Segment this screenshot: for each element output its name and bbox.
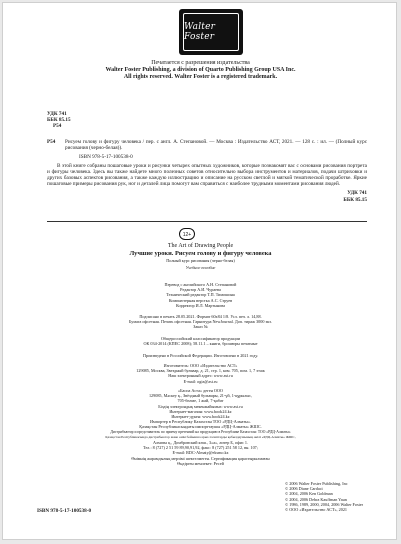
logo-text: Walter Foster: [183, 13, 239, 51]
certification-block: [43, 336, 358, 346]
credit-proofreader: Корректор И.Л. Мартынова: [175, 302, 226, 308]
kz-line-2: 129085, Мәскеу қ., Звёздный бульвары, 21-үй, 1-құрылыс,: [148, 393, 253, 399]
manufacturer-line-3: Наш электронный адрес: www.ast.ru: [168, 373, 233, 379]
print-info-block: [43, 314, 358, 330]
catalog-abstract: В этой книге собраны пошаговые уроки и рисунки четырех опытных художников, которые познакомят вас с основами рисования портрета и фигуры человека. Здесь вы также найдете много полезных советов относительно выбора инструментов и материалов, подачи штриховки и других базовых аспектов рисования, а также каждую иллюстрацию и описание на русском светлой и мягкой тематической проработке. Яркие пошаговые примеры рисования рук, ног и деталей лица помогут вам справиться с наиболее трудными моментами рисования людей.: [47, 162, 367, 188]
manufacturer-block: [43, 363, 358, 384]
credit-editor: Редактор А.И. Чураева: [180, 287, 221, 293]
catalog-isbn: ISBN 978-5-17-100538-0: [79, 154, 133, 161]
rights-line: All rights reserved. Walter Foster is a registered trademark.: [123, 74, 278, 80]
credit-translator: Перевод с английского А.Н. Степановой: [164, 282, 237, 287]
credits-block: [43, 282, 358, 308]
copyright-line-2: © 2006 Diane Cardaci: [285, 486, 323, 492]
original-title: The Art of Drawing People: [167, 243, 234, 249]
print-info-line-3: Заказ №: [193, 324, 208, 330]
kz-line-4: Біздің электрондық мекенжайымыз: www.ast.ru: [158, 403, 243, 409]
print-info-line-1: Подписано в печать 28.05.2021. Формат 60x84 1/8. Усл. печ. л. 14,88.: [139, 314, 262, 319]
kz-line-1: «Баспа Аста» деген ООО: [178, 388, 223, 393]
certification-line-2: ОК 034-2014 (КПЕС 2008); 58.11.1 – книги, брошюры печатные: [143, 341, 258, 347]
made-in-line: Произведено в Российской Федерации. Изготовлено в 2021 году.: [142, 353, 259, 358]
print-info-line-2: Бумага офсетная. Печать офсетная. Гарнитура NewJournal. Доп. тираж 3000 экз.: [128, 319, 272, 325]
kz-line-3: 705-бөлме, 1 жай, 7-қабат: [177, 398, 224, 404]
catalog-bbk: ББК 85.15: [343, 196, 367, 203]
permission-line: Печатается с разрешения издательства: [151, 60, 250, 66]
book-subtitle: Полный курс рисования (черно-белая): [166, 258, 235, 263]
divider-rule: [47, 221, 367, 222]
book-title: Лучшие уроки. Рисуем голову и фигуру человека: [129, 250, 272, 257]
class-codes-top: [47, 111, 87, 130]
catalog-codes-right: [47, 190, 367, 202]
kz-line-7: Импортер в Республику Казахстан ТОО «РДЦ-Алматы».: [150, 419, 251, 425]
kz-line-6: Интернет-дүкен: www.book24.kz: [171, 414, 230, 420]
catalog-code: Р54: [47, 139, 56, 145]
copyright-line-5: © 1986, 1989, 2000, 2004, 2006 Walter Foster: [285, 501, 364, 507]
manufacturer-line-4: E-mail: ogiz@ast.ru: [183, 378, 218, 384]
kz-line-10: Қазақстан Республикасында дистрибьютор және өнім бойынша арыз-талаптарды қабылдаушының өкілі «РДЦ-Алматы» ЖШС,: [105, 434, 296, 439]
walter-foster-logo: [179, 9, 243, 55]
author-code: Р54: [53, 123, 62, 130]
kz-line-11: Алматы қ., Домбровский көш., 3«а», литер Б, офис 1.: [152, 440, 249, 446]
certification-line-1: Общероссийский классификатор продукции: [160, 336, 241, 341]
copyright-line-4: © 2004, 2006 Debra Kauffman Yaun: [285, 496, 347, 502]
catalog-udk: УДК 741: [347, 190, 367, 197]
kz-line-15: Өндірген мемлекет: Ресей: [177, 460, 224, 466]
kz-line-8: Қазақстан Республикасындағы импорттаушы «РДЦ-Алматы» ЖШС.: [139, 424, 262, 430]
publisher-line: Walter Foster Publishing, a division of Quarto Publishing Group USA Inc.: [105, 67, 296, 73]
book-title-block: [43, 243, 358, 270]
permission-notice: [43, 60, 358, 81]
copyright-block: [285, 481, 395, 512]
catalog-title: Рисуем голову и фигуру человека / пер. с англ. А. Степановой. — Москва : Издательство АСТ, 2021. — 128 с. : ил. — (Полный курс рисования (черно-белая)).: [65, 139, 367, 152]
kz-line-5: Интернет-магазин: www.book24.kz: [169, 408, 232, 414]
copyright-line-1: © 2006 Walter Foster Publishing, Inc: [285, 481, 348, 486]
imprint-page: [2, 2, 397, 540]
credit-layout: Компьютерная верстка А.С. Струев: [168, 297, 233, 303]
manufacturer-line-1: Изготовитель: ООО «Издательство АСТ»: [163, 363, 238, 368]
kz-line-9: Дистрибьютор и представитель по приему претензий на продукцию в Республике Казахстан: ТОО «РДЦ-Алматы»: [110, 429, 291, 434]
kz-line-12: Тел.: 8 (727) 2 51 59 89,90,91,92, факс: 8 (727) 251 58 12, вн. 107;: [143, 445, 258, 451]
age-rating-badge: 12+: [179, 228, 195, 240]
copyright-line-3: © 2004, 2006 Ken Goldman: [285, 491, 333, 497]
catalog-title-block: [47, 139, 367, 151]
bbk-code: ББК 85.15: [47, 117, 71, 124]
bottom-isbn: ISBN 978-5-17-100538-0: [37, 508, 92, 514]
distribution-block: [25, 388, 376, 466]
catalog-record: [47, 139, 367, 203]
book-edition: Учебное пособие: [185, 265, 216, 271]
udk-code: УДК 741: [47, 111, 67, 117]
kz-line-14: Өнімнің жарамдылық мерзімі шектелмеген. Сертификация қарастырылмаған: [131, 455, 270, 461]
credit-tech-editor: Технический редактор Т.П. Тимошина: [166, 292, 235, 298]
manufacturer-line-2: 129085, Москва, Звездный бульвар, д. 21, стр. 1, ком. 705, пом. 1, 7 этаж: [136, 368, 265, 374]
kz-line-13: E-mail: RDC-Almaty@eksmo.kz: [172, 450, 229, 456]
copyright-line-6: © ООО «Издательство АСТ», 2021: [285, 507, 348, 513]
